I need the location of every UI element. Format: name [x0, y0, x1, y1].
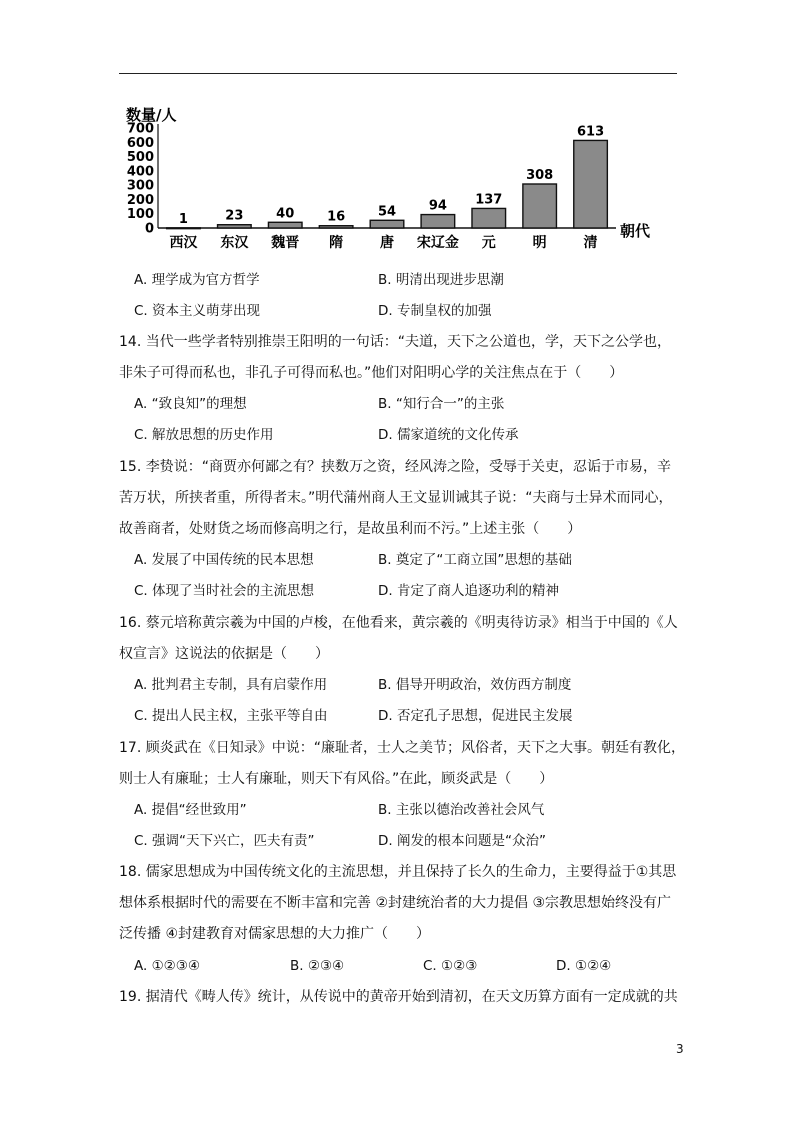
x-tick-label: 东汉	[220, 235, 249, 251]
q15-option-b: B. 奠定了“工商立国”思想的基础	[378, 552, 572, 568]
x-axis-label: 朝代	[620, 222, 651, 240]
q14-stem-line1: 14. 当代一些学者特别推崇王阳明的一句话：“夫道，天下之公道也，学，天下之公学也，	[119, 334, 671, 350]
q16-option-c: C. 提出人民主权，主张平等自由	[134, 708, 328, 724]
q17-option-a: A. 提倡“经世致用”	[134, 802, 247, 818]
y-tick-label: 0	[144, 221, 154, 237]
bar	[421, 215, 455, 228]
q17-option-d: D. 阐发的根本问题是“众治”	[378, 833, 546, 849]
q15-option-d: D. 肯定了商人追逐功利的精神	[378, 583, 559, 599]
q13-option-c: C. 资本主义萌芽出现	[134, 303, 261, 319]
q14-stem-line2: 非朱子可得而私也，非孔子可得而私也。”他们对阳明心学的关注焦点在于（ ）	[119, 365, 624, 381]
bar	[218, 225, 252, 228]
q19-stem-line1: 19. 据清代《畴人传》统计，从传说中的黄帝开始到清初，在天文历算方面有一定成就的共	[119, 989, 678, 1005]
q15-option-c: C. 体现了当时社会的主流思想	[134, 583, 315, 599]
q18-option-d: D. ①②④	[556, 958, 612, 974]
bar-value-label: 1	[178, 211, 188, 227]
q18-option-a: A. ①②③④	[134, 958, 200, 974]
bar-value-label: 16	[327, 209, 346, 225]
q16-option-d: D. 否定孔子思想，促进民主发展	[378, 708, 573, 724]
x-tick-label: 西汉	[169, 235, 198, 251]
bar-value-label: 613	[576, 124, 605, 140]
q15-stem-line1: 15. 李贽说：“商贾亦何鄙之有？挟数万之资，经风涛之险，受辱于关吏，忍诟于市易，辛	[119, 459, 671, 475]
q17-option-b: B. 主张以德治改善社会风气	[378, 802, 545, 818]
x-tick-label: 明	[532, 235, 547, 251]
bar	[523, 184, 557, 228]
bar	[472, 208, 506, 228]
x-tick-label: 唐	[380, 235, 394, 251]
y-tick-label: 600	[126, 135, 154, 151]
q16-option-b: B. 倡导开明政治，效仿西方制度	[378, 677, 572, 693]
q15-stem-line2: 苦万状，所挟者重，所得者末。”明代蒲州商人王文显训诫其子说：“夫商与士异术而同心，	[119, 490, 673, 506]
bar	[268, 222, 302, 228]
bar-value-label: 137	[475, 192, 503, 208]
q16-option-a: A. 批判君主专制，具有启蒙作用	[134, 677, 328, 693]
q14-option-b: B. “知行合一”的主张	[378, 396, 505, 412]
y-tick-label: 200	[126, 192, 154, 208]
y-tick-label: 100	[126, 207, 154, 223]
q17-stem-line2: 则士人有廉耻；士人有廉耻，则天下有风俗。”在此，顾炎武是（ ）	[119, 771, 554, 787]
y-tick-label: 400	[126, 164, 154, 180]
bar-value-label: 94	[428, 198, 447, 214]
bar-value-label: 23	[225, 208, 244, 224]
q18-stem-line1: 18. 儒家思想成为中国传统文化的主流思想，并且保持了长久的生命力，主要得益于①其思	[119, 864, 677, 880]
q13-option-b: B. 明清出现进步思潮	[378, 272, 504, 288]
q16-stem-line2: 权宣言》这说法的依据是（ ）	[119, 646, 329, 662]
y-tick-label: 500	[126, 150, 154, 166]
q13-option-d: D. 专制皇权的加强	[378, 303, 492, 319]
x-tick-label: 隋	[329, 235, 344, 251]
q18-option-b: B. ②③④	[290, 958, 345, 974]
q14-option-d: D. 儒家道统的文化传承	[378, 427, 519, 443]
bar-value-label: 54	[377, 204, 397, 220]
q13-option-a: A. 理学成为官方哲学	[134, 272, 260, 288]
x-tick-label: 清	[583, 235, 598, 251]
x-tick-label: 宋辽金	[416, 235, 459, 251]
q15-stem-line3: 故善商者，处财货之场而修高明之行，是故虽利而不污。”上述主张（ ）	[119, 521, 582, 537]
bar-value-label: 40	[276, 206, 295, 222]
x-tick-label: 元	[481, 235, 496, 251]
q15-option-a: A. 发展了中国传统的民本思想	[134, 552, 314, 568]
bar	[574, 140, 608, 228]
x-tick-label: 魏晋	[271, 235, 300, 251]
q14-option-c: C. 解放思想的历史作用	[134, 427, 274, 443]
bar	[167, 228, 201, 229]
q16-stem-line1: 16. 蔡元培称黄宗羲为中国的卢梭，在他看来，黄宗羲的《明夷待访录》相当于中国的《人	[119, 615, 678, 631]
y-tick-label: 300	[126, 178, 154, 194]
bar-chart	[118, 104, 678, 254]
q18-stem-line2: 想体系根据时代的需要在不断丰富和完善 ②封建统治者的大力提倡 ③宗教思想始终没有广	[119, 895, 671, 911]
y-axis-label: 数量/人	[126, 106, 177, 124]
page-number: 3	[676, 1042, 684, 1056]
bar-value-label: 308	[526, 168, 554, 183]
y-tick-label: 700	[126, 121, 154, 137]
q18-option-c: C. ①②③	[423, 958, 478, 974]
q17-stem-line1: 17. 顾炎武在《日知录》中说：“廉耻者，士人之美节；风俗者，天下之大事。朝廷有教化，	[119, 740, 685, 756]
q14-option-a: A. “致良知”的理想	[134, 396, 247, 412]
q17-option-c: C. 强调“天下兴亡，匹夫有责”	[134, 833, 315, 849]
bar	[370, 220, 404, 228]
bar	[319, 226, 353, 228]
header-rule	[119, 73, 677, 74]
q18-stem-line3: 泛传播 ④封建教育对儒家思想的大力推广（ ）	[119, 926, 430, 942]
